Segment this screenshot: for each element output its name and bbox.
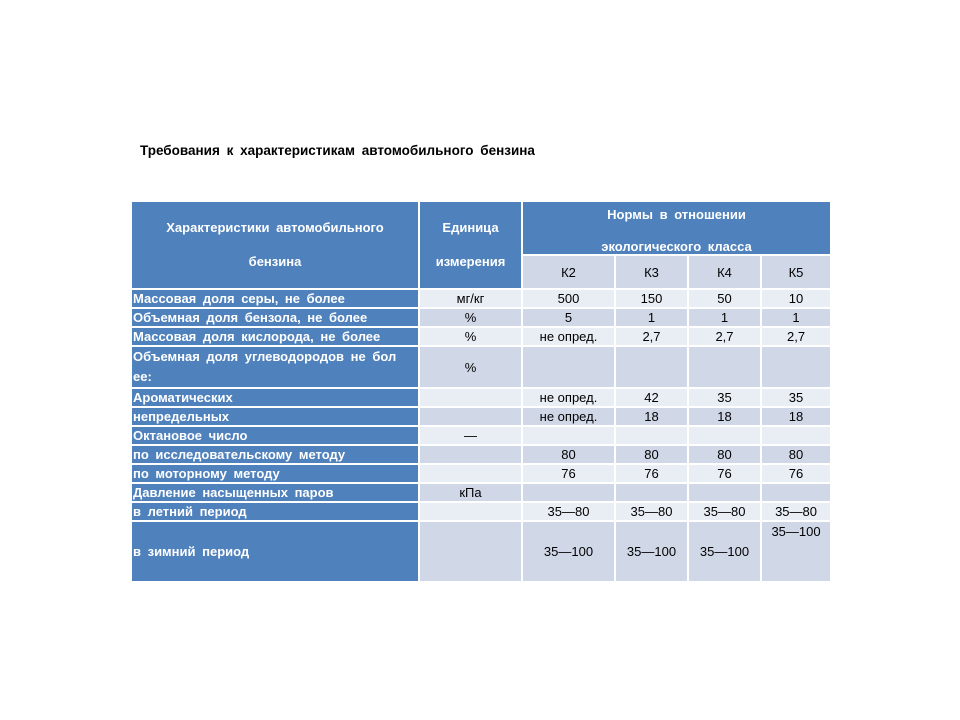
value-k3: [615, 483, 688, 502]
row-label: в летний период: [131, 502, 419, 521]
page-title: Требования к характеристикам автомобильного бензина: [140, 143, 535, 158]
value-k4: 80: [688, 445, 761, 464]
value-k2: 35—80: [522, 502, 615, 521]
value-k2: 5: [522, 308, 615, 327]
header-class-k4: К4: [688, 255, 761, 289]
value-k2: [522, 426, 615, 445]
value-k3: 42: [615, 388, 688, 407]
row-unit: [419, 464, 522, 483]
table-row: [131, 308, 831, 327]
header-norms: Нормы в отношении экологического класса: [522, 201, 831, 255]
row-unit: —: [419, 426, 522, 445]
value-k4: 50: [688, 289, 761, 308]
row-label: Ароматических: [131, 388, 419, 407]
row-label: в зимний период: [131, 521, 419, 582]
table-row: [131, 483, 831, 502]
row-label: по моторному методу: [131, 464, 419, 483]
value-k4: 18: [688, 407, 761, 426]
table-row: [131, 426, 831, 445]
table-row: [131, 388, 831, 407]
row-label: Объемная доля бензола, не более: [131, 308, 419, 327]
row-unit: %: [419, 327, 522, 346]
value-k2: не опред.: [522, 327, 615, 346]
table-row: [131, 407, 831, 426]
value-k2: 35—100: [522, 521, 615, 582]
row-unit: [419, 407, 522, 426]
value-k5: [761, 426, 831, 445]
value-k3: 2,7: [615, 327, 688, 346]
value-k4: 1: [688, 308, 761, 327]
value-k3: [615, 426, 688, 445]
row-unit: [419, 521, 522, 582]
table-row: [131, 502, 831, 521]
value-k5: 80: [761, 445, 831, 464]
table-row: [131, 289, 831, 308]
value-k5: 10: [761, 289, 831, 308]
value-k3: 80: [615, 445, 688, 464]
value-k5: 18: [761, 407, 831, 426]
row-unit: кПа: [419, 483, 522, 502]
table-row: [131, 521, 831, 582]
value-k3: [615, 346, 688, 388]
value-k5: 2,7: [761, 327, 831, 346]
row-label: Давление насыщенных паров: [131, 483, 419, 502]
row-unit: %: [419, 308, 522, 327]
value-k2: не опред.: [522, 388, 615, 407]
row-unit: [419, 502, 522, 521]
value-k5: 35—100: [761, 521, 831, 582]
header-class-k3: К3: [615, 255, 688, 289]
value-k5: 35—80: [761, 502, 831, 521]
header-unit: Единица измерения: [419, 201, 522, 289]
header-class-k5: К5: [761, 255, 831, 289]
value-k2: не опред.: [522, 407, 615, 426]
row-unit: мг/кг: [419, 289, 522, 308]
row-label: Октановое число: [131, 426, 419, 445]
value-k3: 76: [615, 464, 688, 483]
value-k5: [761, 483, 831, 502]
table-row: [131, 346, 831, 388]
value-k4: 35—80: [688, 502, 761, 521]
header-class-k2: К2: [522, 255, 615, 289]
value-k4: 2,7: [688, 327, 761, 346]
value-k5: [761, 346, 831, 388]
value-k4: 35: [688, 388, 761, 407]
value-k4: [688, 346, 761, 388]
row-unit: [419, 445, 522, 464]
value-k2: 500: [522, 289, 615, 308]
value-k5: 1: [761, 308, 831, 327]
value-k2: [522, 483, 615, 502]
row-label: Массовая доля серы, не более: [131, 289, 419, 308]
value-k4: 76: [688, 464, 761, 483]
value-k2: 76: [522, 464, 615, 483]
value-k3: 1: [615, 308, 688, 327]
row-unit: %: [419, 346, 522, 388]
value-k4: [688, 426, 761, 445]
value-k3: 35—100: [615, 521, 688, 582]
row-label: непредельных: [131, 407, 419, 426]
value-k3: 150: [615, 289, 688, 308]
value-k5: 76: [761, 464, 831, 483]
value-k3: 18: [615, 407, 688, 426]
table-row: [131, 464, 831, 483]
value-k2: [522, 346, 615, 388]
value-k4: 35—100: [688, 521, 761, 582]
header-characteristic: Характеристики автомобильного бензина: [131, 201, 419, 289]
value-k5: 35: [761, 388, 831, 407]
value-k4: [688, 483, 761, 502]
value-k2: 80: [522, 445, 615, 464]
table-row: [131, 445, 831, 464]
value-k3: 35—80: [615, 502, 688, 521]
row-unit: [419, 388, 522, 407]
gasoline-requirements-table: [130, 200, 832, 583]
row-label: по исследовательскому методу: [131, 445, 419, 464]
table-row: [131, 327, 831, 346]
row-label: Массовая доля кислорода, не более: [131, 327, 419, 346]
row-label: Объемная доля углеводородов не бол ее:: [131, 346, 419, 388]
